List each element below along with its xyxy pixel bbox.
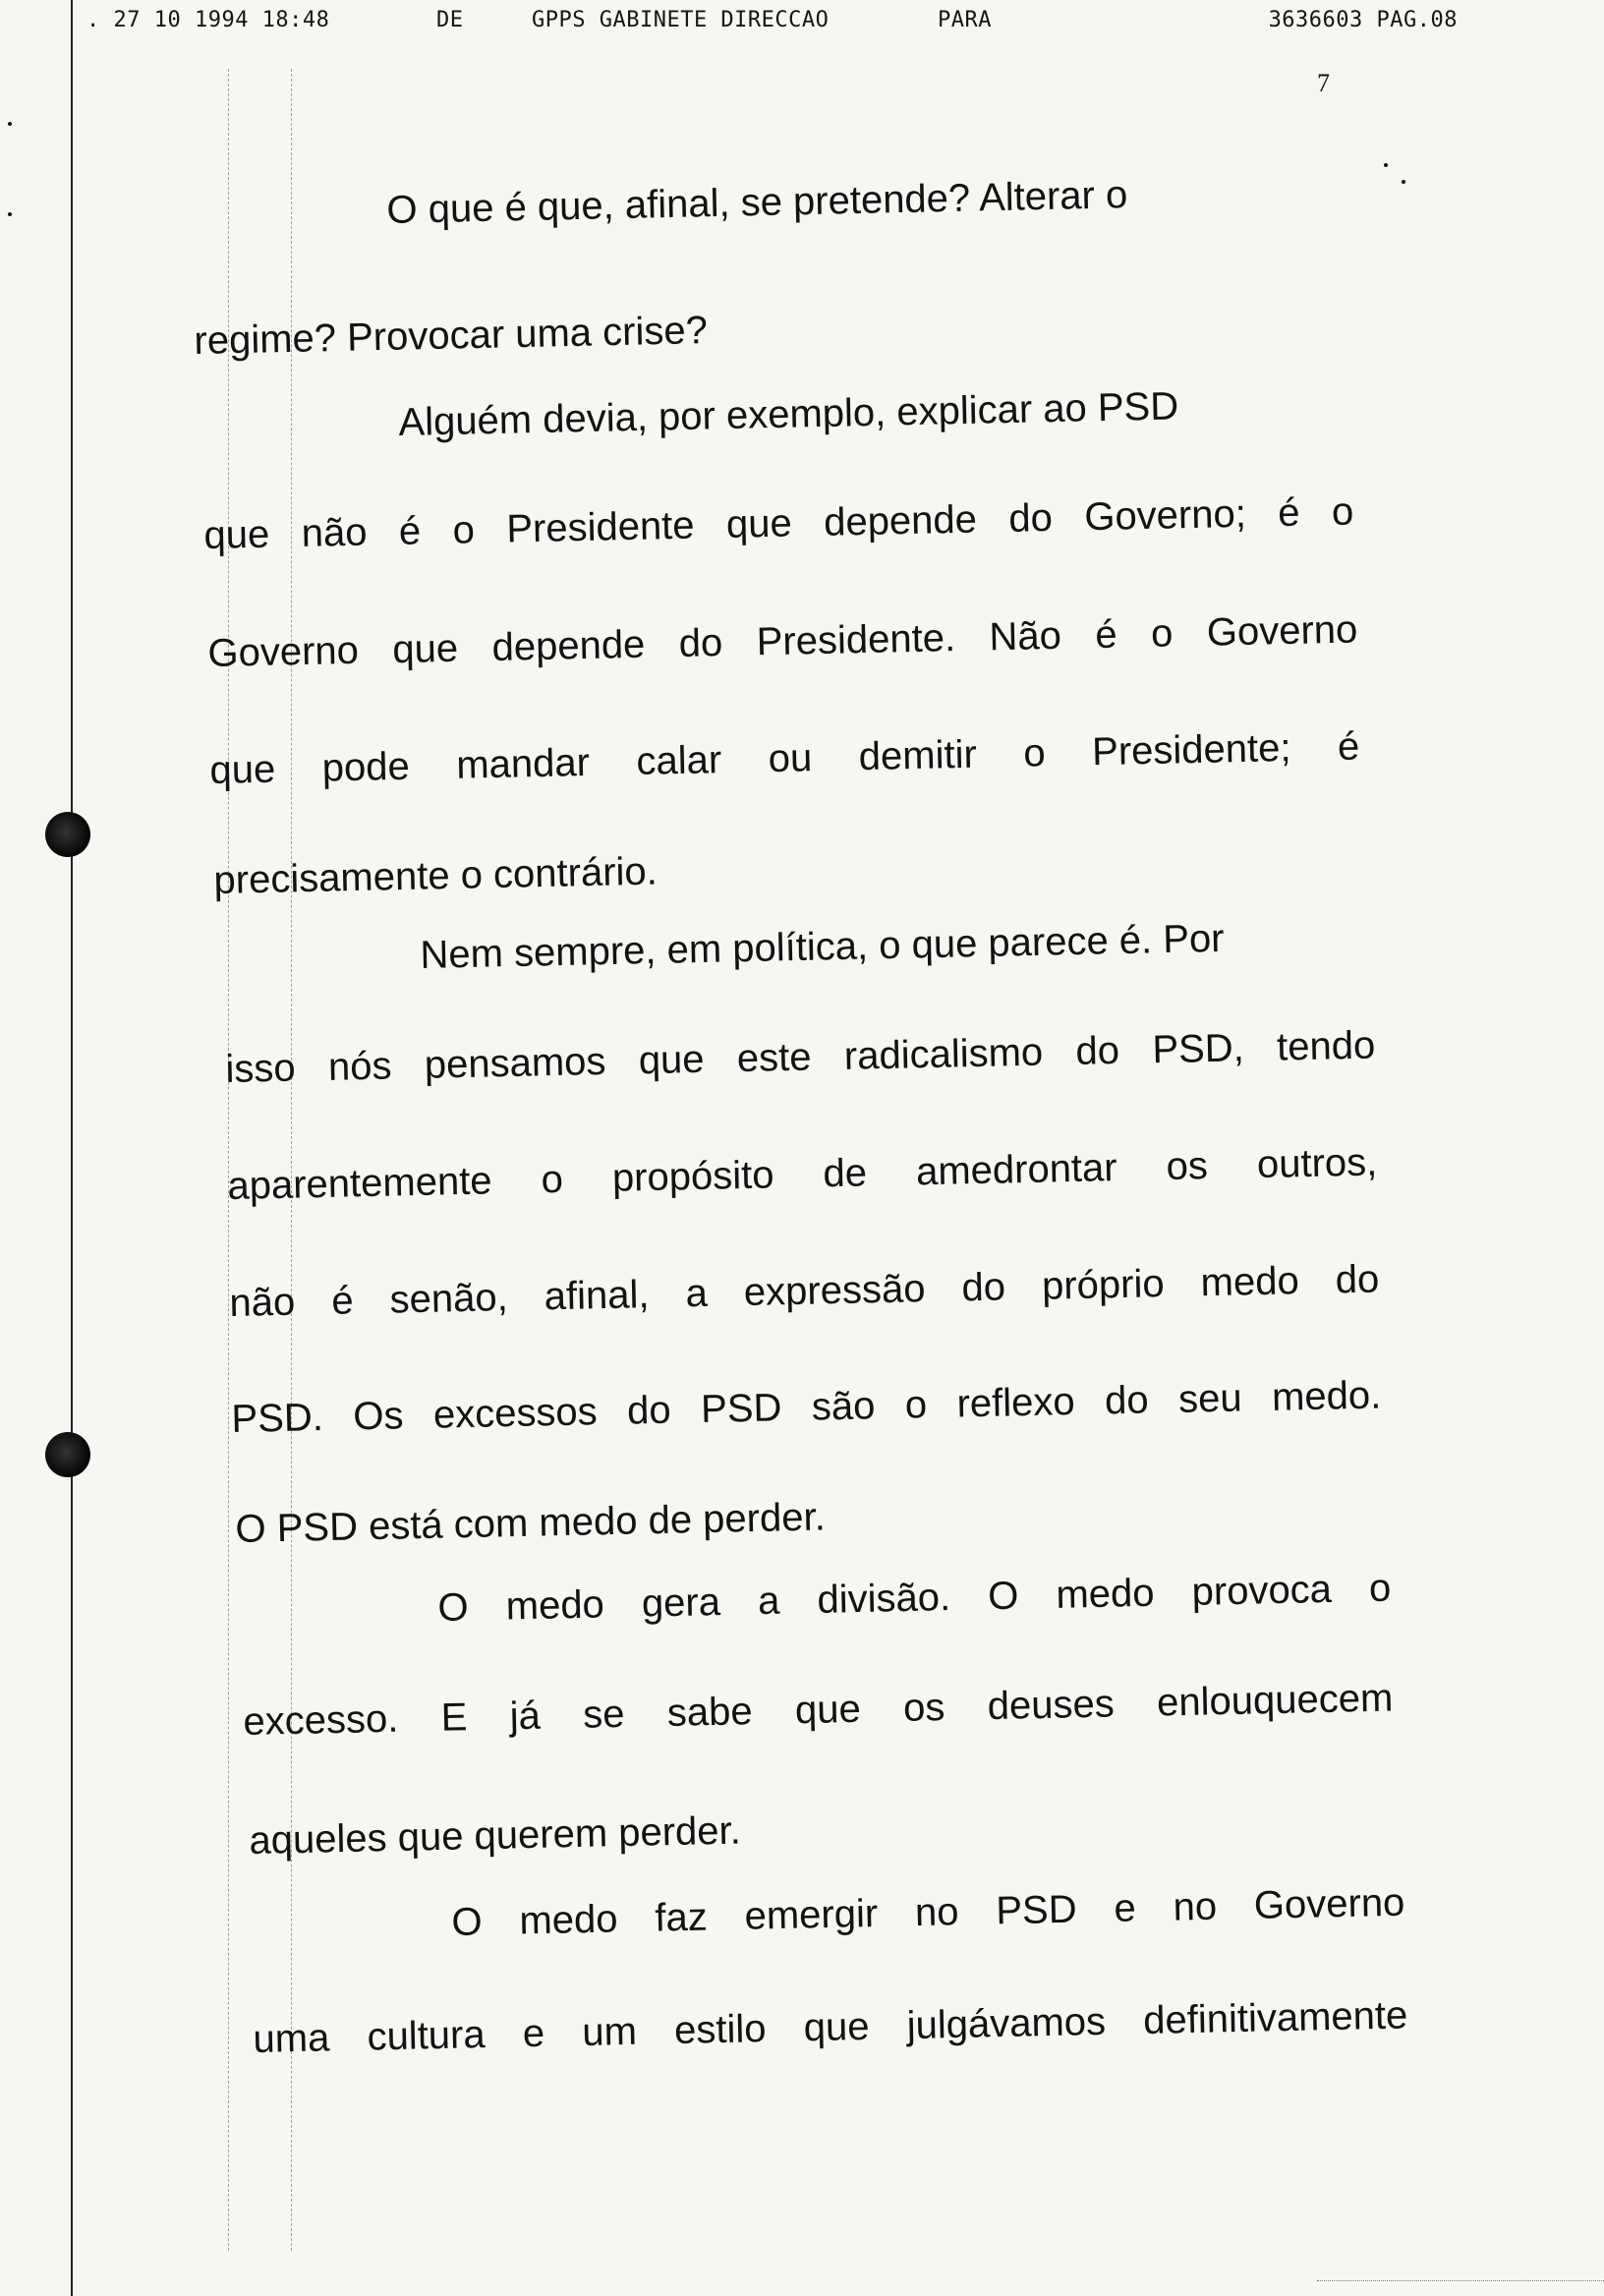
fax-recipient-page: 3636603 PAG.08 <box>1268 8 1458 32</box>
punch-hole <box>45 1432 90 1477</box>
fax-header <box>86 8 1458 39</box>
text-line: PSD. Os excessos do PSD são o reflexo do seu medo. <box>231 1373 1382 1442</box>
text-line: O PSD está com medo de perder. <box>235 1495 827 1552</box>
page-number: 7 <box>1317 69 1330 97</box>
bottom-dotted-rule <box>1317 2280 1604 2281</box>
text-line: não é senão, afinal, a expressão do próprio medo do <box>229 1257 1380 1326</box>
text-line: O medo faz emergir no PSD e no Governo <box>451 1880 1405 1945</box>
fax-to-label: PARA <box>938 8 992 32</box>
text-line: precisamente o contrário. <box>213 849 659 903</box>
text-line: Nem sempre, em política, o que parece é. Por <box>420 916 1225 978</box>
scan-speck <box>8 212 12 216</box>
fax-date-time: . 27 10 1994 18:48 <box>86 8 330 32</box>
scan-speck <box>1402 180 1405 184</box>
punch-hole <box>45 812 90 857</box>
text-line: que pode mandar calar ou demitir o Presidente; é <box>209 724 1360 793</box>
text-line: aqueles que querem perder. <box>249 1808 742 1864</box>
text-line: O medo gera a divisão. O medo provoca o <box>437 1566 1392 1631</box>
left-margin-line <box>71 0 73 2296</box>
text-line: regime? Provocar uma crise? <box>194 309 709 364</box>
text-line: que não é o Presidente que depende do Governo; é o <box>203 489 1354 558</box>
text-line: isso nós pensamos que este radicalismo do PSD, tendo <box>225 1023 1376 1092</box>
scan-speck <box>1384 163 1388 167</box>
fax-from-label: DE <box>436 8 464 32</box>
text-line: excesso. E já se sabe que os deuses enlouquecem <box>243 1676 1394 1745</box>
text-line: O que é que, afinal, se pretende? Alterar o <box>386 173 1128 233</box>
fax-sender: GPPS GABINETE DIRECCAO <box>532 8 830 32</box>
text-line: Alguém devia, por exemplo, explicar ao PSD <box>398 384 1179 445</box>
text-line: Governo que depende do Presidente. Não é o Governo <box>207 607 1358 676</box>
scan-speck <box>8 122 12 126</box>
margin-guide-line <box>228 69 229 2251</box>
text-line: uma cultura e um estilo que julgávamos definitivamente <box>253 1993 1408 2062</box>
indent-guide-line <box>291 69 292 2251</box>
text-line: aparentemente o propósito de amedrontar os outros, <box>227 1140 1378 1209</box>
